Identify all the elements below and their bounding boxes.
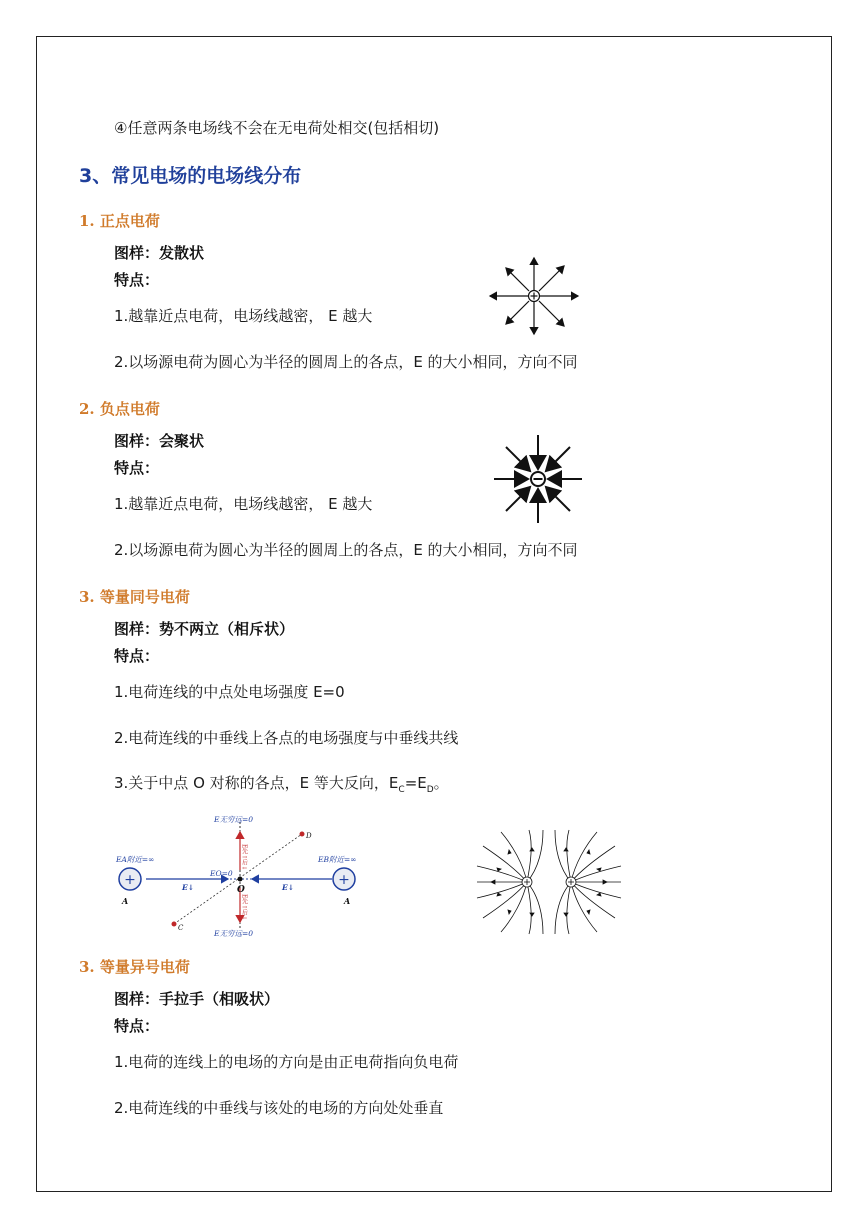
right-charge-label: A (344, 896, 351, 906)
positive-features-label: 特点： (114, 271, 160, 289)
right-field-label: EB附近=∞ (318, 855, 357, 864)
positive-charge-field-icon (486, 254, 582, 338)
positive-pattern: 图样：发散状 (114, 244, 205, 262)
opposite-sign-heading: 3. 等量异号电荷 (79, 958, 190, 976)
opposite-sign-point-2: 2.电荷连线的中垂线与该处的电场的方向处处垂直 (114, 1099, 444, 1117)
same-sign-pattern: 图样：势不两立（相斥状） (114, 620, 295, 638)
vertical-up-label: E先↑后↓ (240, 844, 248, 871)
same-sign-point-2: 2.电荷连线的中垂线上各点的电场强度与中垂线共线 (114, 729, 459, 747)
opposite-sign-features-label: 特点： (114, 1017, 160, 1035)
negative-point-2: 2.以场源电荷为圆心为半径的圆周上的各点，E 的大小相同，方向不同 (114, 541, 578, 559)
same-sign-field-lines-diagram (474, 828, 624, 936)
same-sign-field-strength-diagram (110, 810, 370, 940)
negative-point-1: 1.越靠近点电荷，电场线越密， E 越大 (114, 495, 373, 513)
negative-features-label: 特点： (114, 459, 160, 477)
section-title: 3、常见电场的电场线分布 (79, 165, 302, 187)
positive-point-2: 2.以场源电荷为圆心为半径的圆周上的各点，E 的大小相同，方向不同 (114, 353, 578, 371)
same-sign-features-label: 特点： (114, 647, 160, 665)
intro-point: ④任意两条电场线不会在无电荷处相交(包括相切) (114, 119, 440, 137)
left-arrow-label: E↓ (182, 883, 195, 892)
left-field-label: EA附近=∞ (116, 855, 155, 864)
right-charge-sign: + (338, 872, 350, 888)
positive-point-1: 1.越靠近点电荷，电场线越密， E 越大 (114, 307, 373, 325)
opposite-sign-pattern: 图样：手拉手（相吸状） (114, 990, 280, 1008)
left-charge-label: A (122, 896, 129, 906)
negative-pattern: 图样：会聚状 (114, 432, 205, 450)
point-d-label: D (306, 832, 312, 840)
top-field-label: E无穷远=0 (214, 815, 254, 824)
center-point-label: O (237, 885, 245, 895)
left-charge-sign: + (124, 872, 136, 888)
vertical-down-label: E先↑后↓ (240, 894, 248, 921)
negative-charge-field-icon (492, 433, 584, 525)
opposite-sign-point-1: 1.电荷的连线上的电场的方向是由正电荷指向负电荷 (114, 1053, 459, 1071)
positive-heading: 1. 正点电荷 (79, 212, 160, 230)
right-arrow-label: E↓ (282, 883, 295, 892)
bottom-field-label: E无穷远=0 (214, 929, 254, 938)
same-sign-point-3: 3.关于中点 O 对称的各点，E 等大反向，$E_C=E_D$。 (114, 774, 449, 795)
negative-heading: 2. 负点电荷 (79, 400, 160, 418)
same-sign-heading: 3. 等量同号电荷 (79, 588, 190, 606)
same-sign-point-1: 1.电荷连线的中点处电场强度 E=0 (114, 683, 345, 701)
point-c-label: C (178, 924, 184, 932)
center-field-label: EO=0 (210, 869, 233, 878)
